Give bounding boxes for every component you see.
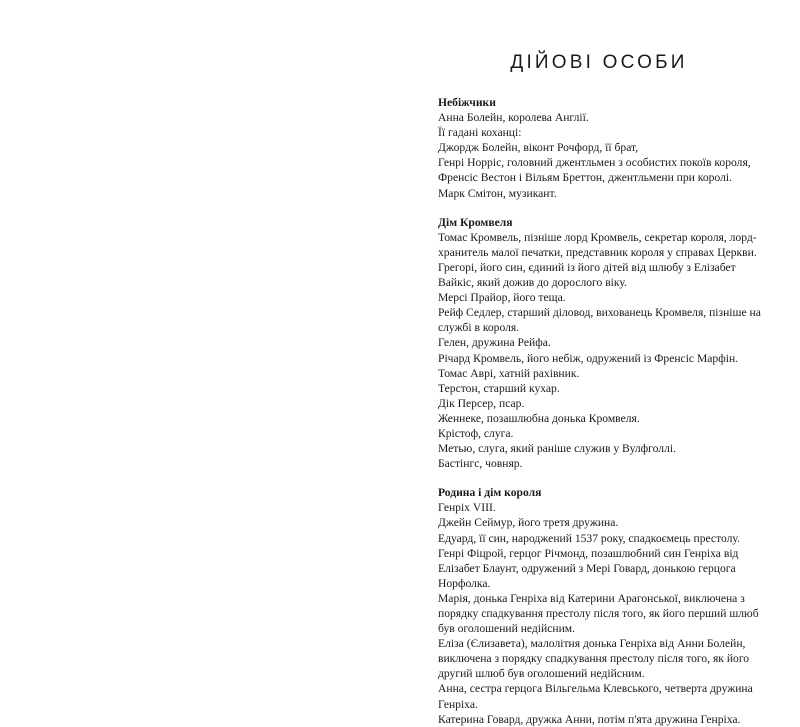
list-item: Анна Болейн, королева Англії. <box>438 111 589 125</box>
list-item: Едуард, її син, народжений 1537 року, спадкоємець престолу. <box>438 531 740 545</box>
list-item: Її гадані коханці: <box>438 126 522 140</box>
list-item: Річард Кромвель, його небіж, одружений із Френсіс Марфін. <box>438 351 739 365</box>
list-item: Терстон, старший кухар. <box>438 381 560 395</box>
list-item: Крістоф, слуга. <box>438 426 514 440</box>
section-royal-family <box>438 485 768 727</box>
section-title: Небіжчики <box>438 96 496 109</box>
cast-list <box>438 95 768 727</box>
list-item: Метью, слуга, який раніше служив у Вулфголлі. <box>438 442 676 456</box>
page-title: ДІЙОВІ ОСОБИ <box>510 52 688 73</box>
list-item: Гелен, дружина Рейфа. <box>438 336 551 350</box>
list-item: Рейф Седлер, старший діловод, вихованець Кромвеля, пізніше на службі в короля. <box>438 306 761 335</box>
list-item: Женнеке, позашлюбна донька Кромвеля. <box>438 411 640 425</box>
list-item: Генрі Норріс, головний джентльмен з особистих покоїв короля, <box>438 156 751 170</box>
list-item: Катерина Говард, дружка Анни, потім п'ята дружина Генріха. <box>438 712 741 726</box>
list-item: Бастінгс, човняр. <box>438 457 523 471</box>
list-item: Джордж Болейн, віконт Рочфорд, її брат, <box>438 141 639 155</box>
list-item: Марія, донька Генріха від Катерини Арагонської, виключена з порядку спадкування престолу після того, як його перший шлюб був оголошений недійсним. <box>438 591 759 636</box>
list-item: Джейн Сеймур, його третя дружина. <box>438 516 619 530</box>
section-cromwell-house <box>438 215 768 472</box>
section-title: Дім Кромвеля <box>438 215 513 229</box>
list-item: Томас Кромвель, пізніше лорд Кромвель, секретар короля, лорд-хранитель малої печатки, представник короля у справах Церкви. <box>438 230 757 259</box>
list-item: Мерсі Прайор, його теща. <box>438 291 566 305</box>
list-item: Грегорі, його син, єдиний із його дітей від шлюбу з Елізабет Вайкіс, який дожив до дорослого віку. <box>438 260 736 290</box>
list-item: Марк Смітон, музикант. <box>438 186 557 200</box>
list-item: Френсіс Вестон і Вільям Бреттон, джентльмени при королі. <box>438 171 732 185</box>
list-item: Генрі Фіцрой, герцог Річмонд, позашлюбний син Генріха від Елізабет Блаунт, одружений з Мері Говард, донькою герцога Норфолка. <box>438 546 739 590</box>
list-item: Томас Аврі, хатній рахівник. <box>438 366 580 380</box>
list-item: Генріх VIII. <box>438 501 496 515</box>
list-item: Анна, сестра герцога Вільгельма Клевського, четверта дружина Генріха. <box>438 682 753 711</box>
list-item: Дік Персер, псар. <box>438 396 525 410</box>
section-title: Родина і дім короля <box>438 486 542 500</box>
section-deceased <box>438 95 768 201</box>
list-item: Еліза (Єлизавета), малолітня донька Генріха від Анни Болейн, виключена з порядку спадкування престолу після того, як його другий шлюб був оголошений недійсним. <box>438 637 750 681</box>
